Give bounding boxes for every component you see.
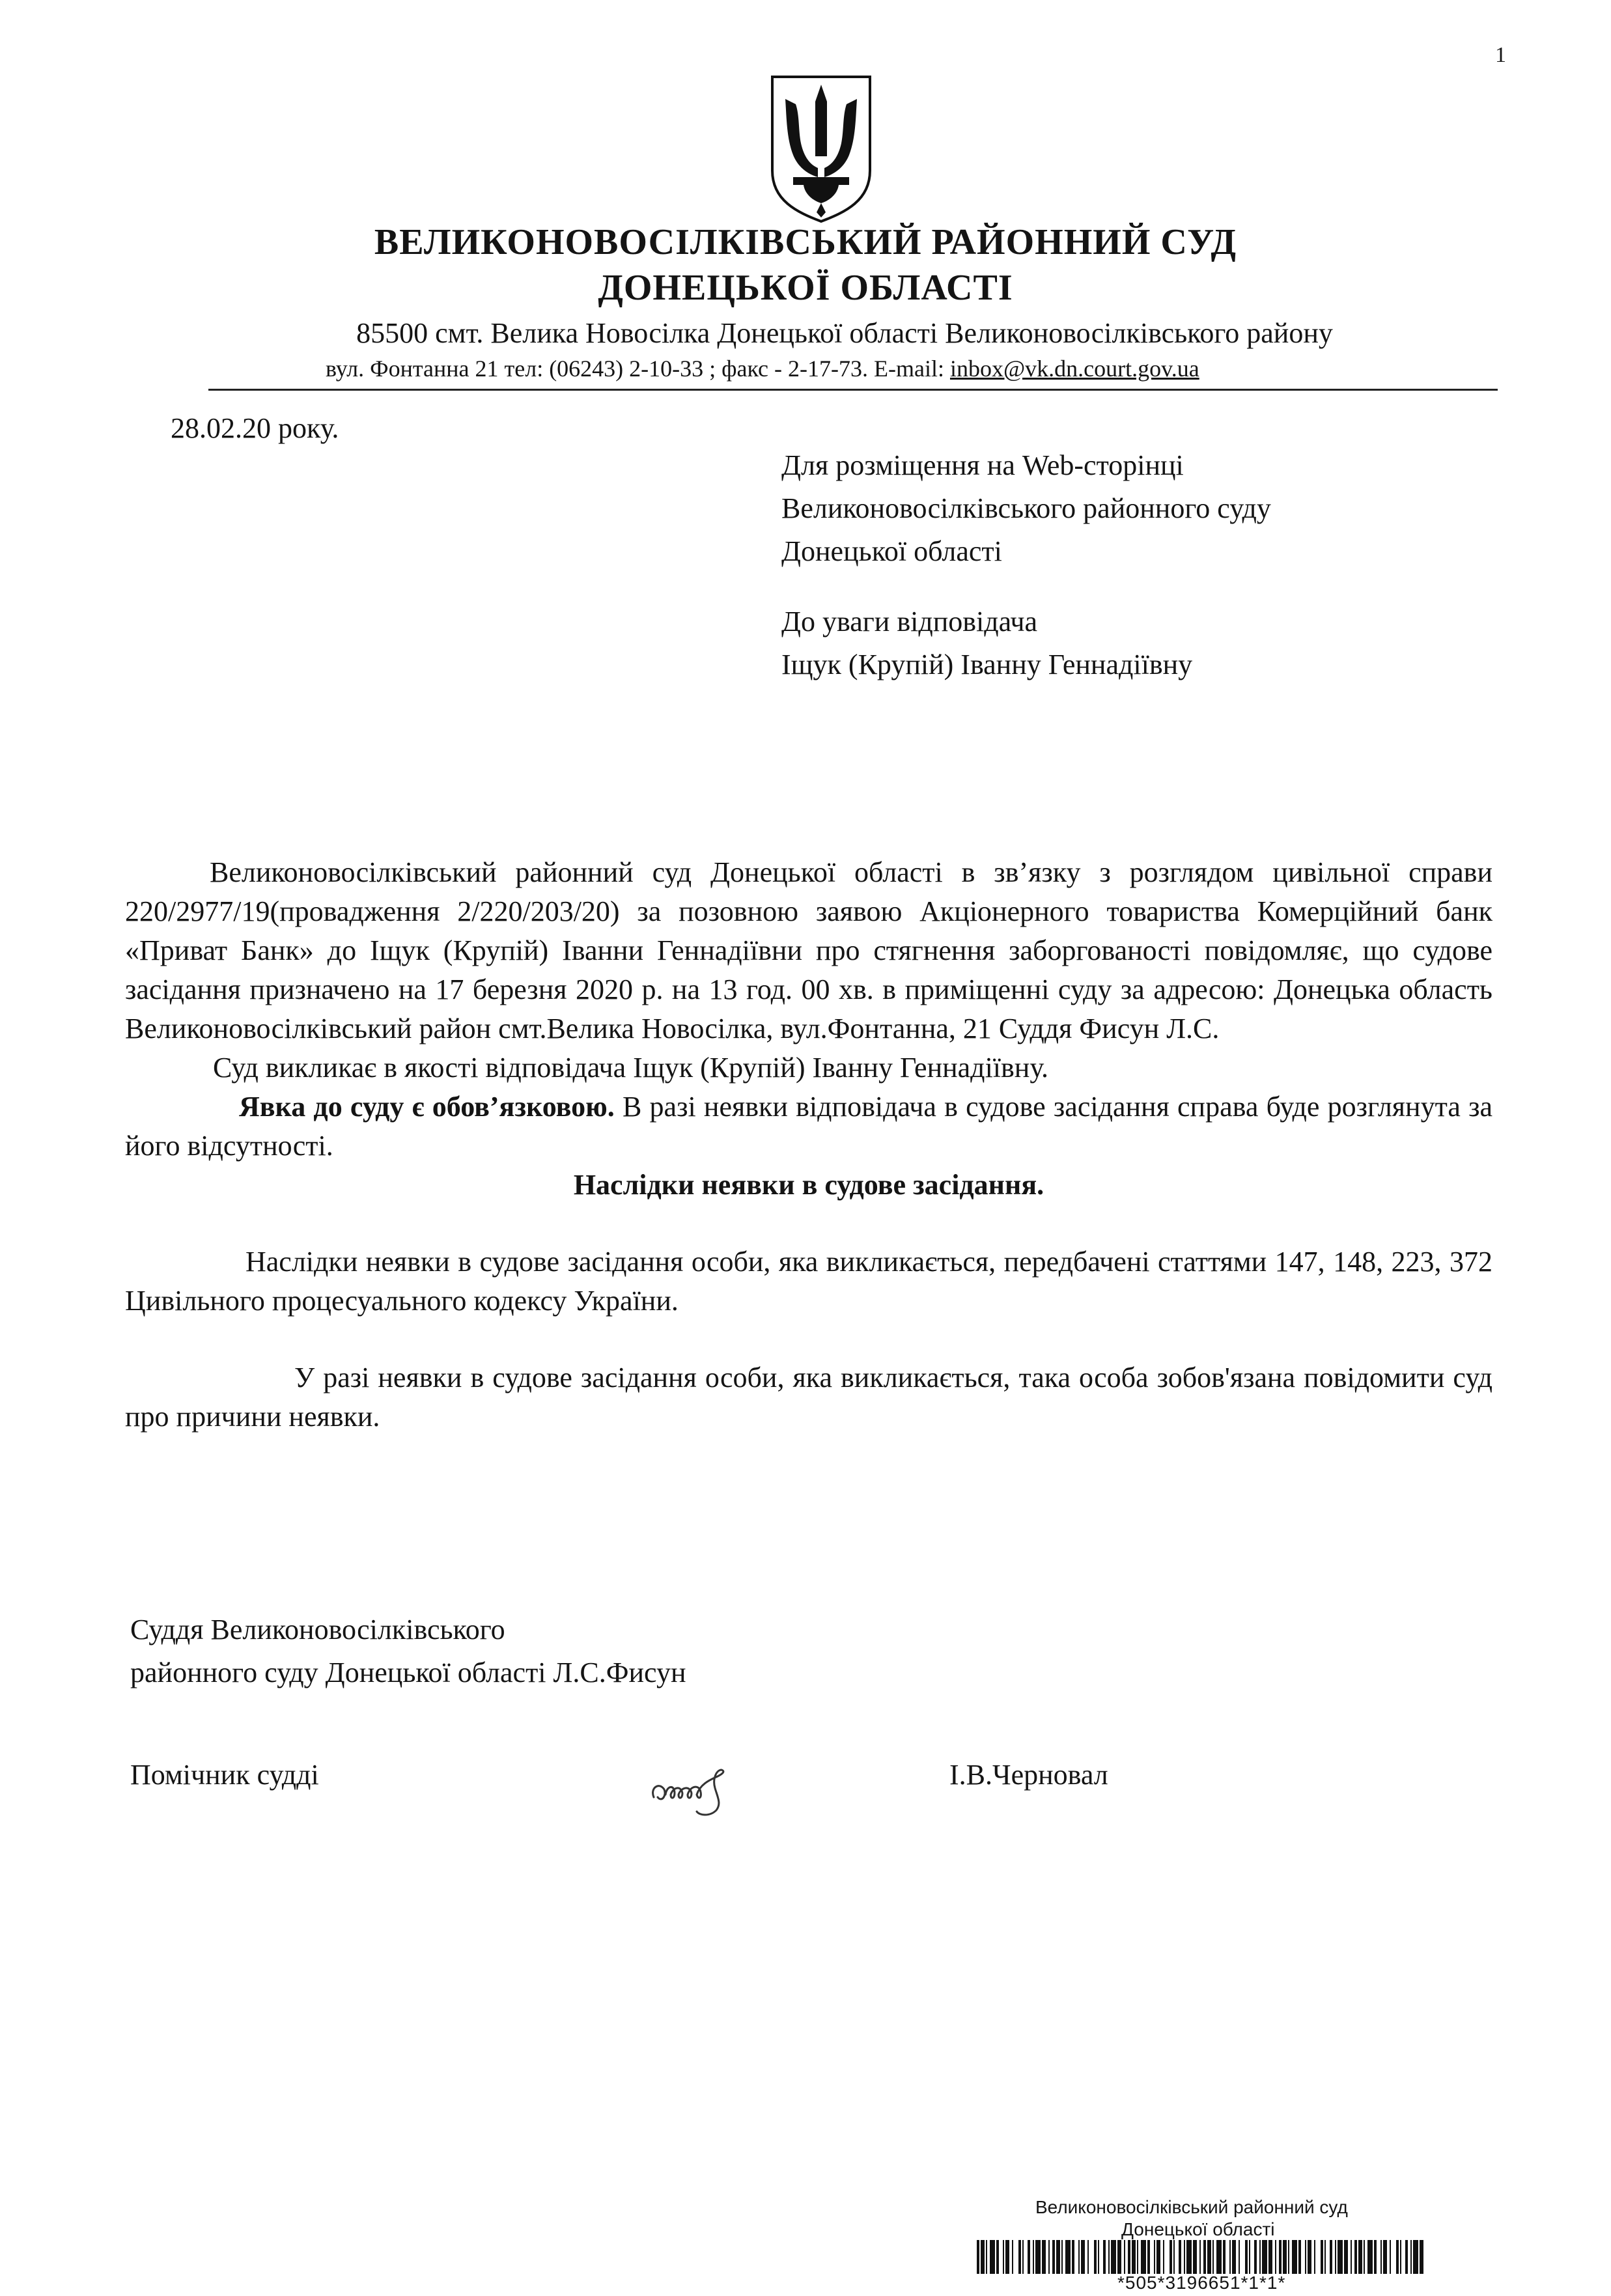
judge-name: районного суду Донецької області Л.С.Фисун — [130, 1657, 686, 1688]
addressee-line: Донецької області — [781, 535, 1002, 567]
document-date: 28.02.20 року. — [171, 412, 339, 444]
barcode-number: *505*3196651*1*1* — [1117, 2273, 1286, 2293]
assistant-name: І.В.Черновал — [949, 1759, 1108, 1791]
barcode-icon — [977, 2240, 1426, 2274]
addressee-line: Великоновосілківського районного суду — [781, 492, 1271, 524]
registry-stamp-region: Донецької області — [1121, 2219, 1275, 2239]
handwritten-signature-icon — [645, 1759, 762, 1818]
court-address: 85500 смт. Велика Новосілка Донецької області Великоновосілківського району — [356, 317, 1333, 349]
paragraph: Великоновосілківський районний суд Донецької області в зв’язку з розглядом цивільної справи 220/2977/19(провадження 2/220/203/20) за позовною заявою Акціонерного товариства Комерційний банк «Приват Банк» до Іщук (Крупій) Іванни Геннадіївни про стягнення заборгованості повідомляє, що судове засідання призначено на 17 березня 2020 р. на 13 год. 00 хв. в приміщенні суду за адресою: Донецька область Великоновосілківський район смт.Велика Новосілка, вул.Фонтанна, 21 Суддя Фисун Л.С. — [125, 856, 1492, 1044]
contacts-text: вул. Фонтанна 21 тел: (06243) 2-10-33 ; факс - 2-17-73. E-mail: — [326, 356, 950, 382]
judge-title: Суддя Великоновосілківського — [130, 1614, 505, 1645]
paragraph: У разі неявки в судове засідання особи, яка викликається, така особа зобов'язана повідомити суд про причини неявки. — [125, 1362, 1492, 1433]
addressee-block — [781, 444, 1271, 573]
mandatory-appearance-text: Явка до суду є обов’язковою. — [239, 1091, 615, 1123]
page-number: 1 — [1495, 43, 1506, 67]
defendant-name: Іщук (Крупій) Іванну Геннадіївну — [781, 649, 1193, 680]
email-link[interactable]: inbox@vk.dn.court.gov.ua — [949, 356, 1199, 382]
notice-body — [125, 853, 1492, 1436]
assistant-label: Помічник судді — [130, 1759, 319, 1791]
addressee-line: До уваги відповідача — [781, 606, 1038, 637]
court-contacts — [326, 355, 1199, 382]
court-name-line-2: ДОНЕЦЬКОЇ ОБЛАСТІ — [598, 268, 1013, 308]
registry-stamp-court: Великоновосілківський районний суд — [1035, 2197, 1348, 2217]
header-divider — [208, 389, 1498, 391]
addressee-line: Для розміщення на Web-сторінці — [781, 449, 1184, 481]
defendant-block — [781, 600, 1192, 686]
court-name-line-1: ВЕЛИКОНОВОСІЛКІВСЬКИЙ РАЙОННИЙ СУД — [374, 222, 1237, 262]
paragraph: Наслідки неявки в судове засідання особи, яка викликається, передбачені статтями 147, 148, 223, 372 Цивільного процесуального кодексу України. — [125, 1246, 1492, 1317]
paragraph — [125, 1087, 1492, 1166]
section-heading: Наслідки неявки в судове засідання. — [573, 1169, 1044, 1201]
paragraph: Суд викликає в якості відповідача Іщук (Крупій) Іванну Геннадіївну. — [213, 1052, 1048, 1084]
trident-coat-of-arms-icon — [767, 73, 875, 224]
judge-signature-block — [130, 1608, 686, 1694]
paragraph-text: В разі неявки відповідача в судове засідання справа буде розглянута за його відсутності. — [125, 1091, 1492, 1162]
